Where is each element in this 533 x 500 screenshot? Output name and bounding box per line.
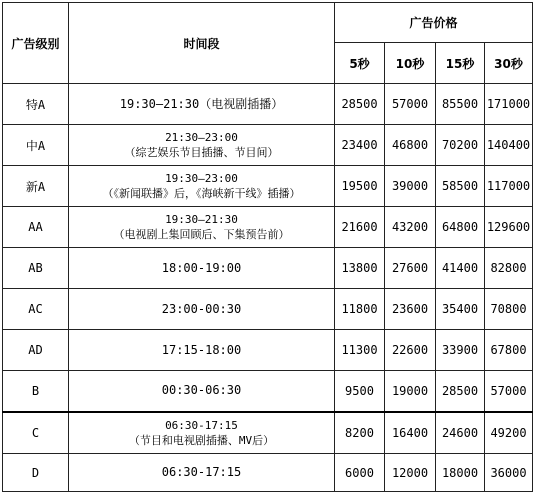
price-10s-cell: 12000: [385, 454, 436, 492]
time-slot-line: （《新闻联播》后，《海峡新干线》插播）: [102, 187, 301, 200]
price-5s-cell: 21600: [335, 207, 385, 248]
header-row-top: [3, 3, 533, 43]
price-5s-cell: 9500: [335, 371, 385, 412]
time-slot-line: 06:30-17:15: [161, 465, 242, 479]
table-row: [3, 84, 533, 125]
time-slot-cell: [69, 412, 335, 454]
header-duration-30s: 30秒: [485, 43, 533, 84]
header-duration-15s: 15秒: [436, 43, 485, 84]
price-10s-cell: 22600: [385, 330, 436, 371]
time-slot-line: 18:00-19:00: [161, 260, 242, 275]
table-row: [3, 412, 533, 454]
price-30s-cell: 57000: [485, 371, 533, 412]
price-10s-cell: 43200: [385, 207, 436, 248]
time-slot-cell: [69, 289, 335, 330]
time-slot-line: 19:30—23:00: [165, 172, 238, 185]
price-15s-cell: 64800: [436, 207, 485, 248]
time-slot-line: 23:00-00:30: [161, 301, 242, 316]
ad-level-cell: B: [3, 371, 69, 412]
price-15s-cell: 41400: [436, 248, 485, 289]
time-slot-cell: [69, 84, 335, 125]
time-slot-line: 17:15-18:00: [161, 342, 242, 357]
ad-level-cell: C: [3, 412, 69, 454]
ad-level-cell: AC: [3, 289, 69, 330]
header-ad-level: 广告级别: [3, 3, 69, 84]
time-slot-cell: [69, 454, 335, 492]
time-slot-cell: [69, 330, 335, 371]
time-slot-cell: [69, 125, 335, 166]
time-slot-line: 06:30-17:15: [165, 418, 238, 432]
ad-level-cell: AD: [3, 330, 69, 371]
time-slot-line: 00:30-06:30: [161, 383, 242, 398]
price-30s-cell: 117000: [485, 166, 533, 207]
time-slot-line: 21:30—23:00: [165, 131, 238, 144]
table-row: [3, 166, 533, 207]
price-30s-cell: 171000: [485, 84, 533, 125]
price-15s-cell: 24600: [436, 412, 485, 454]
price-30s-cell: 82800: [485, 248, 533, 289]
ad-level-cell: 特A: [3, 84, 69, 125]
time-slot-cell: [69, 166, 335, 207]
table-row: [3, 248, 533, 289]
time-slot-line: 19:30—21:30（电视剧插播）: [119, 96, 284, 111]
price-10s-cell: 46800: [385, 125, 436, 166]
price-10s-cell: 27600: [385, 248, 436, 289]
table-row: [3, 454, 533, 492]
price-5s-cell: 8200: [335, 412, 385, 454]
ad-level-cell: 新A: [3, 166, 69, 207]
price-15s-cell: 35400: [436, 289, 485, 330]
price-15s-cell: 18000: [436, 454, 485, 492]
price-15s-cell: 33900: [436, 330, 485, 371]
price-30s-cell: 49200: [485, 412, 533, 454]
price-5s-cell: 13800: [335, 248, 385, 289]
price-30s-cell: 140400: [485, 125, 533, 166]
table-row: [3, 371, 533, 412]
time-slot-line: （综艺娱乐节目插播、节目间）: [124, 146, 279, 159]
header-duration-10s: 10秒: [385, 43, 436, 84]
price-5s-cell: 11300: [335, 330, 385, 371]
time-slot-line: 19:30—21:30: [165, 213, 238, 226]
price-10s-cell: 19000: [385, 371, 436, 412]
price-30s-cell: 67800: [485, 330, 533, 371]
price-10s-cell: 23600: [385, 289, 436, 330]
price-15s-cell: 58500: [436, 166, 485, 207]
header-time-slot: 时间段: [69, 3, 335, 84]
table-row: [3, 125, 533, 166]
price-10s-cell: 57000: [385, 84, 436, 125]
price-10s-cell: 16400: [385, 412, 436, 454]
ad-price-table: [2, 2, 533, 492]
price-5s-cell: 6000: [335, 454, 385, 492]
price-15s-cell: 28500: [436, 371, 485, 412]
table-row: [3, 330, 533, 371]
price-10s-cell: 39000: [385, 166, 436, 207]
time-slot-cell: [69, 207, 335, 248]
price-5s-cell: 23400: [335, 125, 385, 166]
table-row: [3, 289, 533, 330]
table-row: [3, 207, 533, 248]
price-5s-cell: 11800: [335, 289, 385, 330]
price-15s-cell: 85500: [436, 84, 485, 125]
time-slot-line: （电视剧上集回顾后、下集预告前）: [113, 228, 290, 241]
price-5s-cell: 28500: [335, 84, 385, 125]
price-15s-cell: 70200: [436, 125, 485, 166]
time-slot-cell: [69, 248, 335, 289]
ad-level-cell: D: [3, 454, 69, 492]
ad-level-cell: AB: [3, 248, 69, 289]
ad-level-cell: 中A: [3, 125, 69, 166]
time-slot-cell: [69, 371, 335, 412]
price-30s-cell: 36000: [485, 454, 533, 492]
price-30s-cell: 129600: [485, 207, 533, 248]
ad-level-cell: AA: [3, 207, 69, 248]
price-5s-cell: 19500: [335, 166, 385, 207]
header-duration-5s: 5秒: [335, 43, 385, 84]
header-ad-price: 广告价格: [335, 3, 533, 43]
time-slot-line: （节目和电视剧插播、MV后）: [128, 433, 275, 447]
price-30s-cell: 70800: [485, 289, 533, 330]
